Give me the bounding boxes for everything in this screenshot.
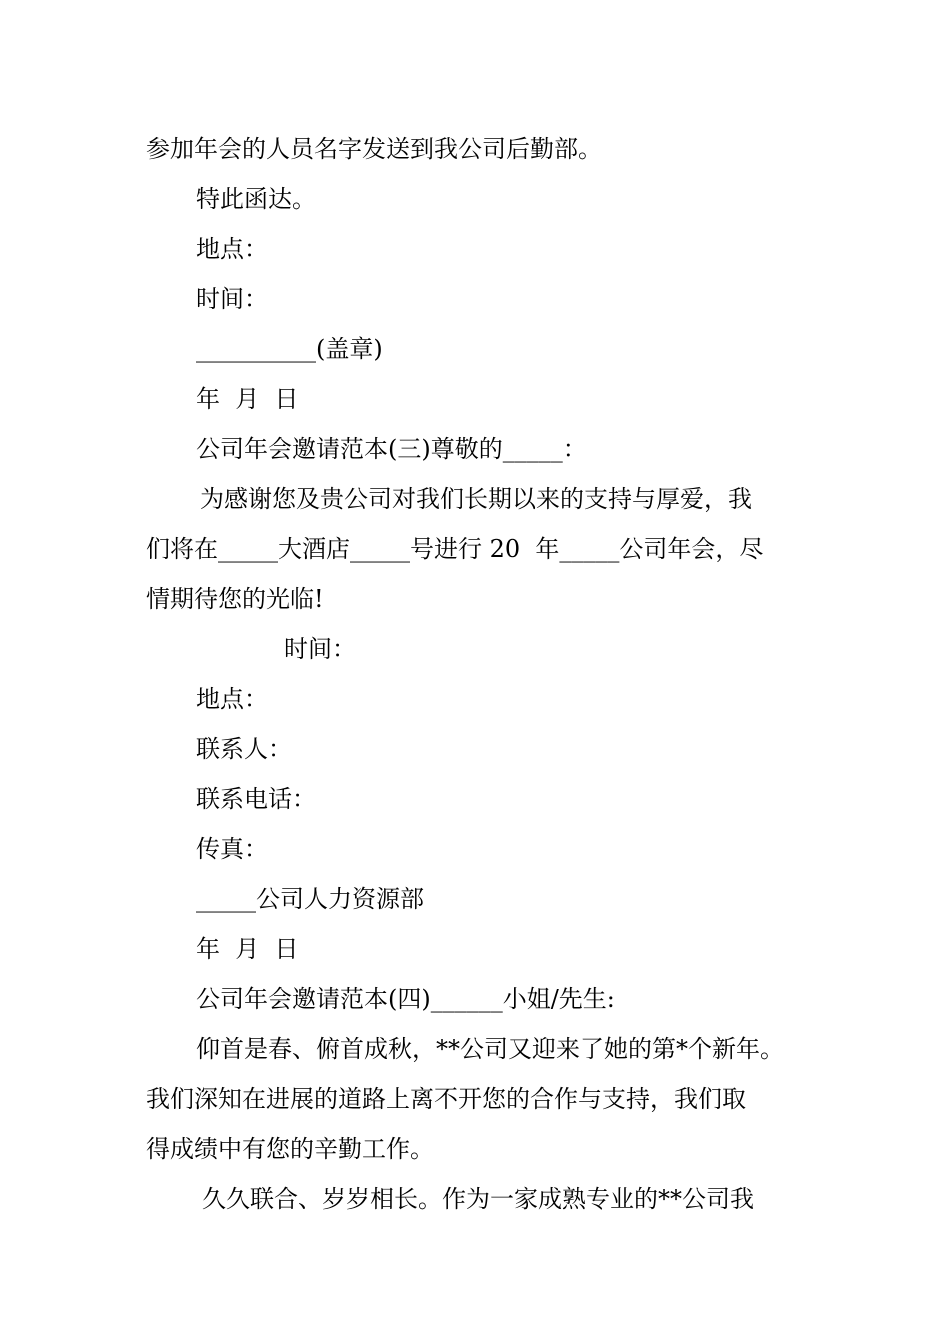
paragraph-line: 情期待您的光临! xyxy=(146,585,324,613)
paragraph-line: 地点： xyxy=(196,685,268,713)
paragraph-line: 时间： xyxy=(196,285,268,313)
paragraph-line: 年 月 日 xyxy=(196,385,299,413)
paragraph-line: 公司年会邀请范本(四)______小姐/先生: xyxy=(196,985,615,1013)
paragraph-line: 为感谢您及贵公司对我们长期以来的支持与厚爱，我 xyxy=(200,485,752,513)
paragraph-line: 我们深知在进展的道路上离不开您的合作与支持，我们取 xyxy=(146,1085,746,1113)
paragraph-line: 特此函达。 xyxy=(196,185,316,213)
paragraph-line: 们将在_____大酒店_____号进行 20 年_____公司年会，尽 xyxy=(146,535,764,563)
paragraph-line: 久久联合、岁岁相长。作为一家成熟专业的**公司我 xyxy=(202,1185,754,1213)
paragraph-line: 传真： xyxy=(196,835,268,863)
paragraph-line: 联系电话： xyxy=(196,785,316,813)
paragraph-line: 年 月 日 xyxy=(196,935,299,963)
paragraph-line: 地点： xyxy=(196,235,268,263)
paragraph-line: 公司年会邀请范本(三)尊敬的_____： xyxy=(196,435,587,463)
paragraph-line: __________(盖章) xyxy=(196,335,383,363)
paragraph-line: 参加年会的人员名字发送到我公司后勤部。 xyxy=(146,135,602,163)
paragraph-line: 仰首是春、俯首成秋，**公司又迎来了她的第*个新年。 xyxy=(196,1035,784,1063)
paragraph-line: _____公司人力资源部 xyxy=(196,885,424,913)
paragraph-line: 时间： xyxy=(284,635,356,663)
paragraph-line: 联系人： xyxy=(196,735,292,763)
paragraph-line: 得成绩中有您的辛勤工作。 xyxy=(146,1135,434,1163)
